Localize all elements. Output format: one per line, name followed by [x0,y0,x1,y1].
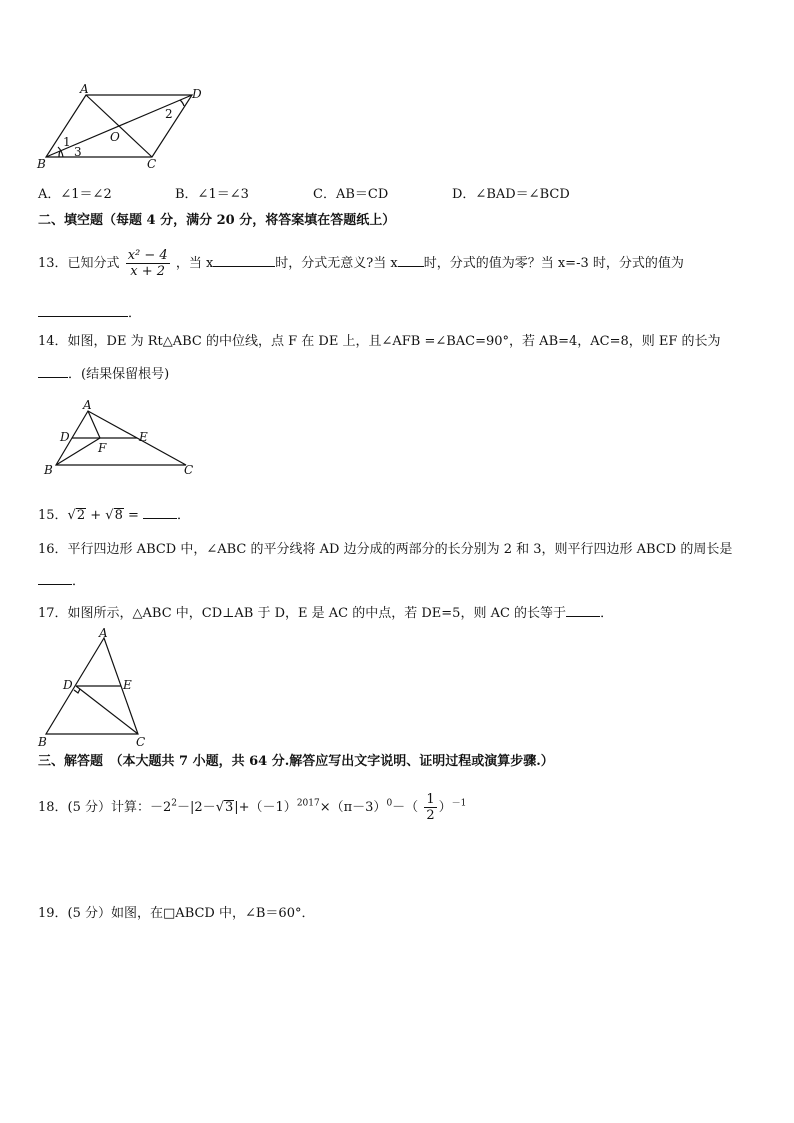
q13-numerator: x² − 4 [127,248,168,263]
q18-frac-den: 2 [426,808,435,823]
q18-exp-2017: 2017 [296,798,320,809]
q18-pi: ×（π－3） [319,800,387,815]
q15-radicand-2: 8 [114,508,123,523]
vertex-label-b: B [44,463,53,477]
q13-mid2: 时，分式无意义?当 x [275,256,398,271]
vertex-label-d: D [192,87,202,101]
q15-prefix: 15． [38,508,68,523]
point-label-e: E [123,678,132,692]
question-15 [38,506,190,524]
answer-blank[interactable] [213,254,275,267]
vertex-label-a: A [83,398,92,412]
option-b: B．∠1＝∠3 [175,187,249,202]
question-13 [38,248,684,279]
q18-exp-neg1: －1 [451,798,467,809]
vertex-label-b: B [38,735,47,749]
point-label-d: D [63,678,73,692]
vertex-label-b: B [37,157,46,171]
question-17 [38,604,613,622]
answer-blank[interactable] [398,254,424,267]
q13-denominator: x + 2 [130,264,166,279]
q16-line2-text: ． [72,574,86,589]
sqrt-symbol: √ [105,508,114,523]
parallelogram-figure [34,80,214,172]
midpoint-label-e: E [139,430,148,444]
q13-mid3: 时，分式的值为零？当 x=-3 时，分式的值为 [423,256,684,271]
q13-mid1: ，当 x [175,256,214,271]
q13-prefix: 13．已知分式 [38,256,120,271]
q18-exp-2: 2 [171,798,178,809]
q15-equals: = [123,508,144,523]
triangle-figure-q17 [36,626,156,752]
q18-fraction [424,792,436,823]
question-16-line1: 16．平行四边形 ABCD 中，∠ABC 的平分线将 AD 边分成的两部分的长分别为 2 和 3，则平行四边形 ABCD 的周长是 [38,542,733,557]
answer-blank[interactable] [38,304,128,317]
question-13-answer-line [38,304,141,322]
q15-radicand-1: 2 [76,508,86,523]
q13-end: ． [128,306,142,321]
q17-end: ． [600,606,614,621]
question-18 [38,792,466,823]
option-a: A．∠1＝∠2 [38,187,112,202]
vertex-label-c: C [136,735,146,749]
answer-blank[interactable] [38,365,68,378]
q14-line2-text: ．(结果保留根号) [68,367,170,382]
vertex-label-c: C [147,157,157,171]
vertex-label-a: A [80,82,89,96]
sqrt-symbol: √ [67,508,76,523]
triangle-figure-q14 [38,398,208,478]
angle-label-1: 1 [63,135,71,149]
point-label-f: F [98,441,107,455]
q18-frac-num: 1 [426,792,435,807]
midpoint-label-d: D [60,430,70,444]
q18-exp-0: 0 [386,798,393,809]
center-label-o: O [110,130,120,144]
question-19: 19．(5 分）如图，在□ABCD 中，∠B＝60°． [38,906,315,921]
q15-end: ． [177,508,191,523]
q18-tail: －（ [392,800,419,815]
section-title-solutions: 三、解答题 （本大题共 7 小题，共 64 分.解答应写出文字说明、证明过程或演算步骤.） [38,754,554,769]
section-title-fill-in: 二、填空题（每题 4 分，满分 20 分，将答案填在答题纸上） [38,213,396,228]
q18-radicand: 3 [224,800,234,815]
vertex-label-c: C [184,463,194,477]
question-16-line2 [38,572,85,590]
q18-abs: －|2－ [177,800,216,815]
question-14-line1: 14．如图，DE 为 Rt△ABC 的中位线，点 F 在 DE 上，且∠AFB =∠BAC=90°，若 AB=4，AC=8，则 EF 的长为 [38,334,721,349]
question-14-line2 [38,365,169,383]
q15-plus: + [86,508,106,523]
q18-mid: |+（－1） [234,800,297,815]
option-c: C．AB＝CD [313,187,389,202]
answer-blank[interactable] [38,572,72,585]
answer-blank[interactable] [143,506,177,519]
angle-label-3: 3 [74,145,82,159]
vertex-label-a: A [99,626,108,640]
angle-label-2: 2 [165,107,173,121]
q17-text: 17．如图所示，△ABC 中，CD⊥AB 于 D，E 是 AC 的中点，若 DE=5，则 AC 的长等于 [38,606,567,621]
option-d: D．∠BAD＝∠BCD [452,187,570,202]
answer-blank[interactable] [566,604,600,617]
q13-fraction [126,248,170,279]
q18-close: ） [438,800,452,815]
sqrt-symbol: √ [215,800,224,815]
q18-prefix: 18．(5 分）计算：－2 [38,800,172,815]
